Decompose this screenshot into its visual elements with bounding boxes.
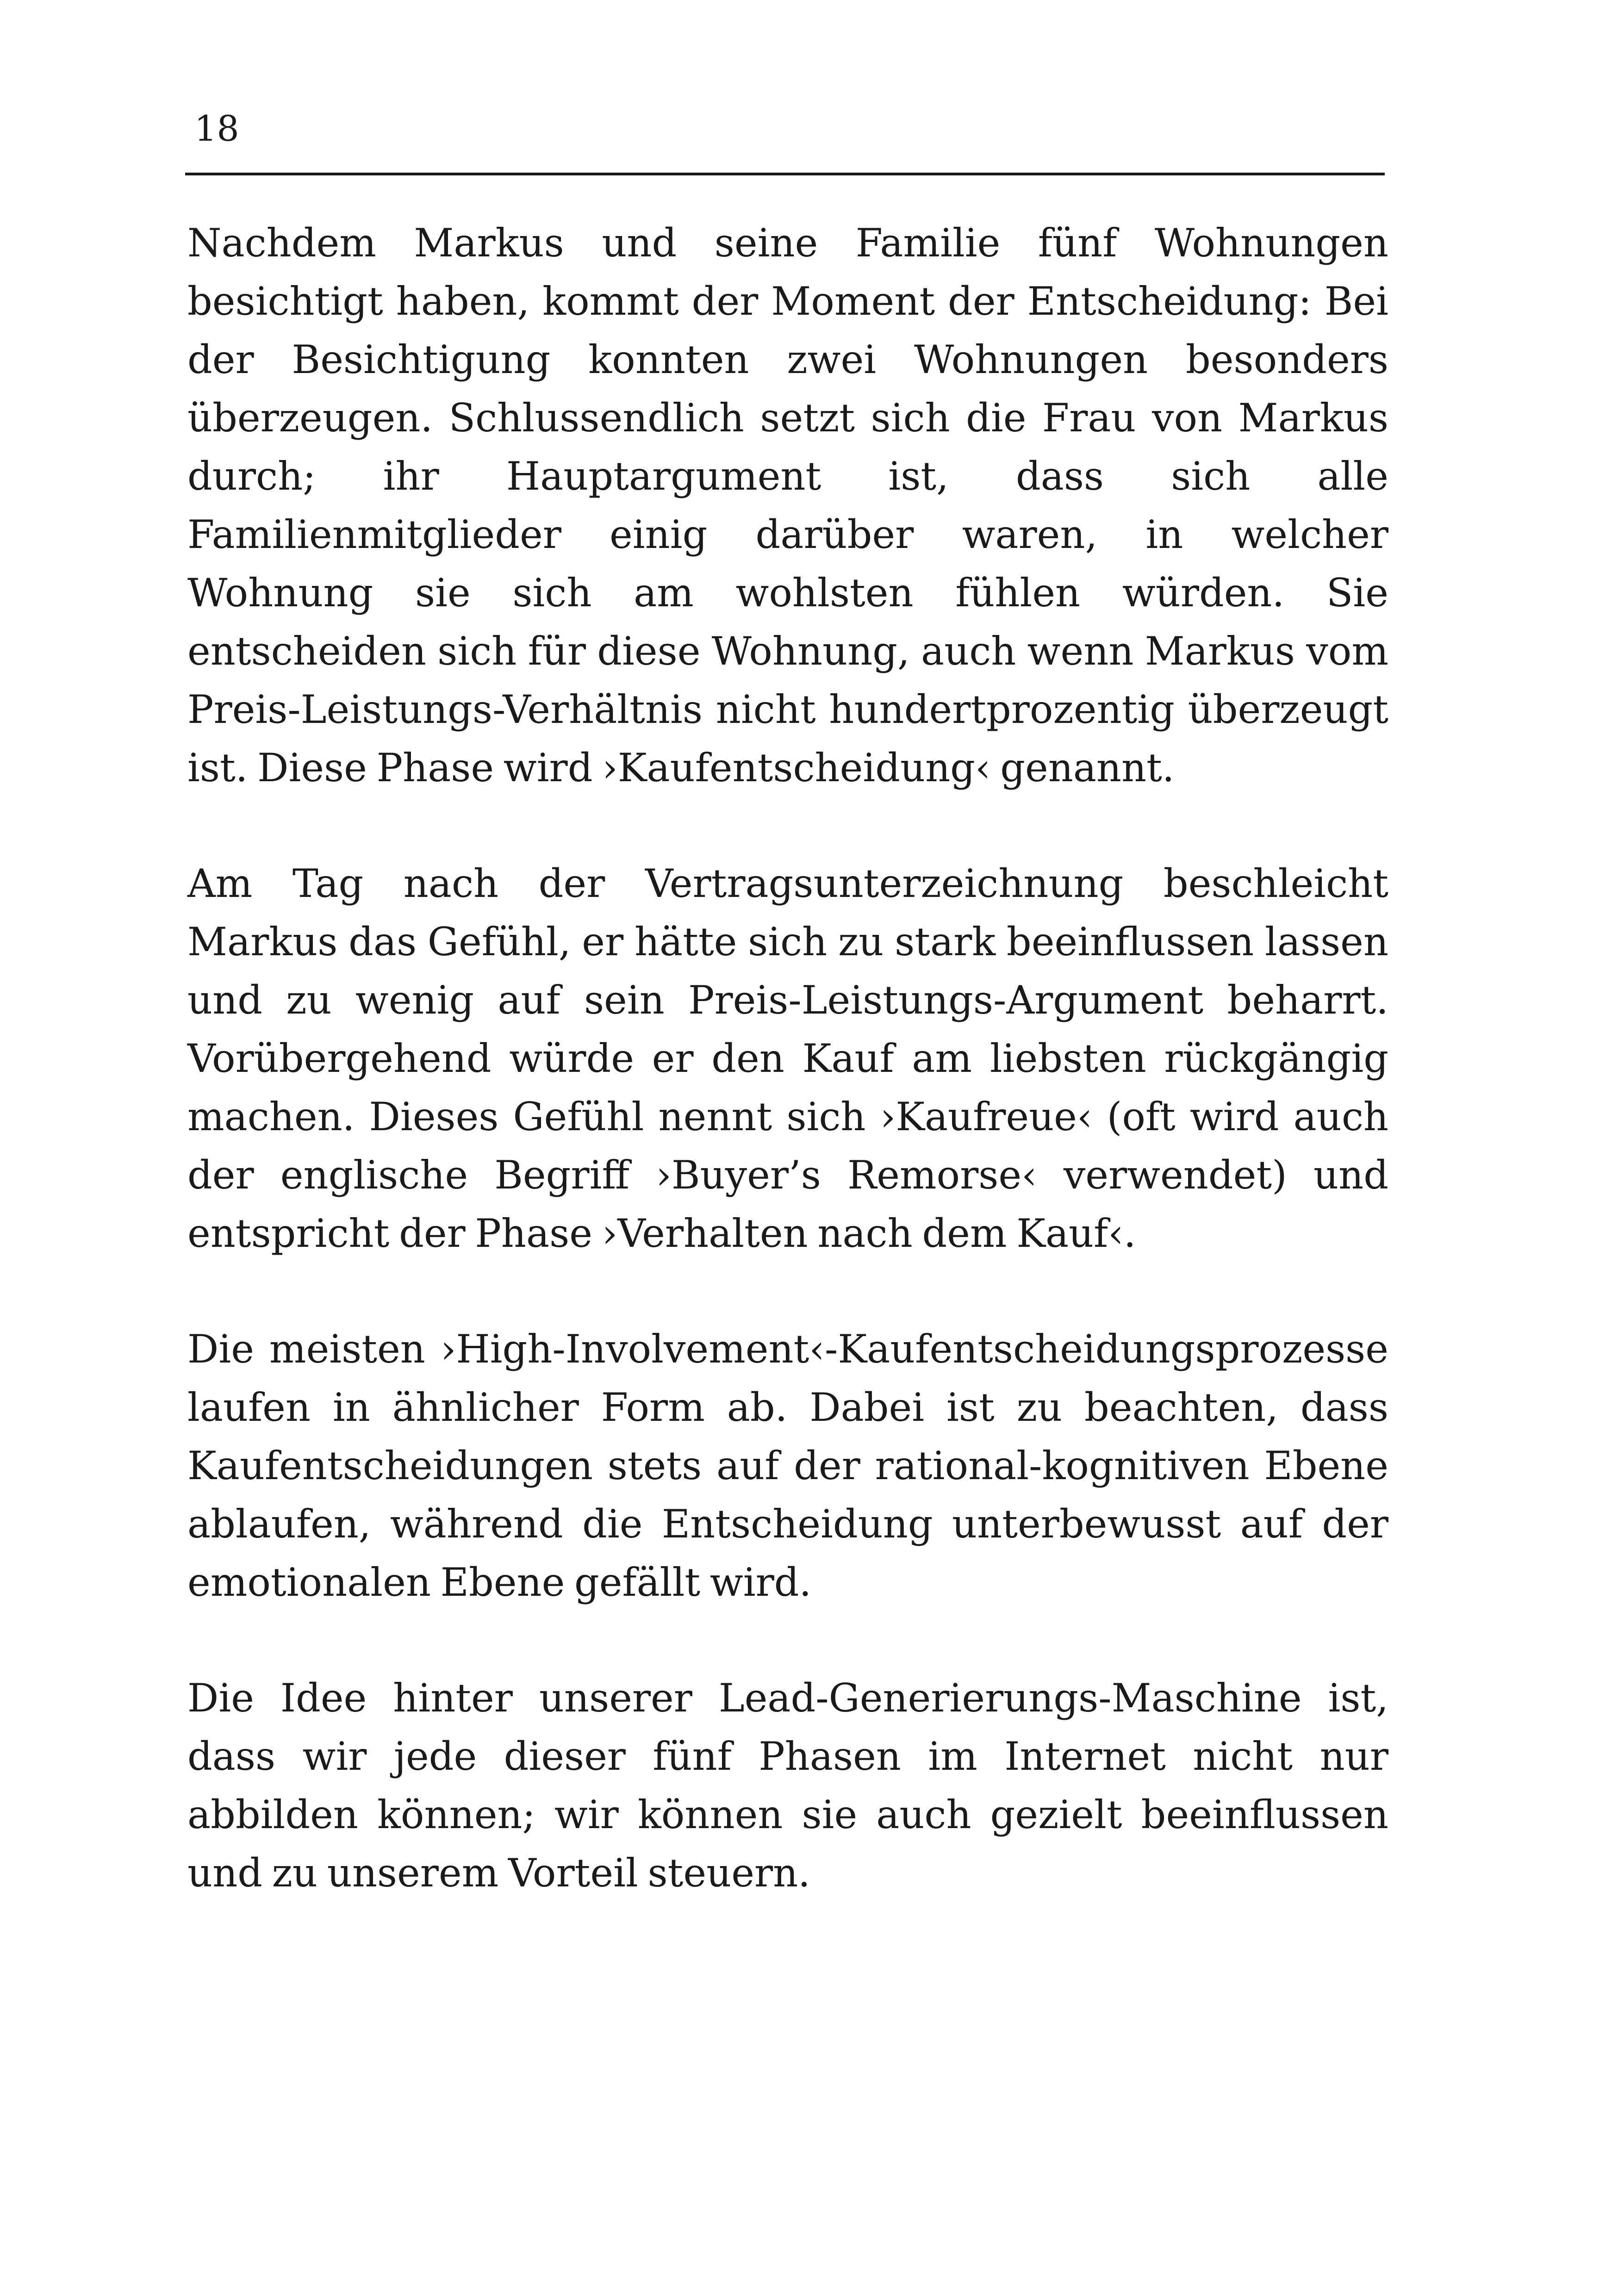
paragraph-lead-machine: Die Idee hinter unserer Lead-Generierungs-Maschine ist, dass wir jede dieser fünf Phasen im Internet nicht nur abbilden können; wir können sie auch gezielt beeinflussen und zu unserem Vorteil steuern. xyxy=(187,1675,1388,1896)
paragraph-high-involvement: Die meisten ›High-Involvement‹-Kaufentscheidungsprozesse laufen in ähnlicher Form ab. Dabei ist zu beachten, dass Kaufentscheidungen stets auf der rational-kognitiven Ebene ablaufen, während die Entscheidung unterbewusst auf der emotionalen Ebene gefällt wird. xyxy=(187,1326,1388,1605)
paragraph-buyers-remorse: Am Tag nach der Vertragsunterzeichnung beschleicht Markus das Gefühl, er hätte sich zu stark beeinflussen lassen und zu wenig auf sein Preis-Leistungs-Argument beharrt. Vorübergehend würde er den Kauf am liebsten rückgängig machen. Dieses Gefühl nennt sich ›Kaufreue‹ (oft wird auch der englische Begriff ›Buyer’s Remorse‹ verwendet) und entspricht der Phase ›Verhalten nach dem Kauf‹. xyxy=(187,861,1388,1256)
paragraph-purchase-decision: Nachdem Markus und seine Familie fünf Wohnungen besichtigt haben, kommt der Moment der Entscheidung: Bei der Besichtigung konnten zwei Wohnungen besonders überzeugen. Schlussendlich setzt sich die Frau von Markus durch; ihr Hauptargument ist, dass sich alle Familienmitglieder einig darüber waren, in welcher Wohnung sie sich am wohlsten fühlen würden. Sie entscheiden sich für diese Wohnung, auch wenn Markus vom Preis-Leistungs-Verhältnis nicht hundertprozentig überzeugt ist. Diese Phase wird ›Kaufentscheidung‹ genannt. xyxy=(187,220,1388,790)
page-number: 18 xyxy=(194,108,239,149)
body-text xyxy=(187,214,1388,1960)
header-rule xyxy=(185,173,1385,175)
